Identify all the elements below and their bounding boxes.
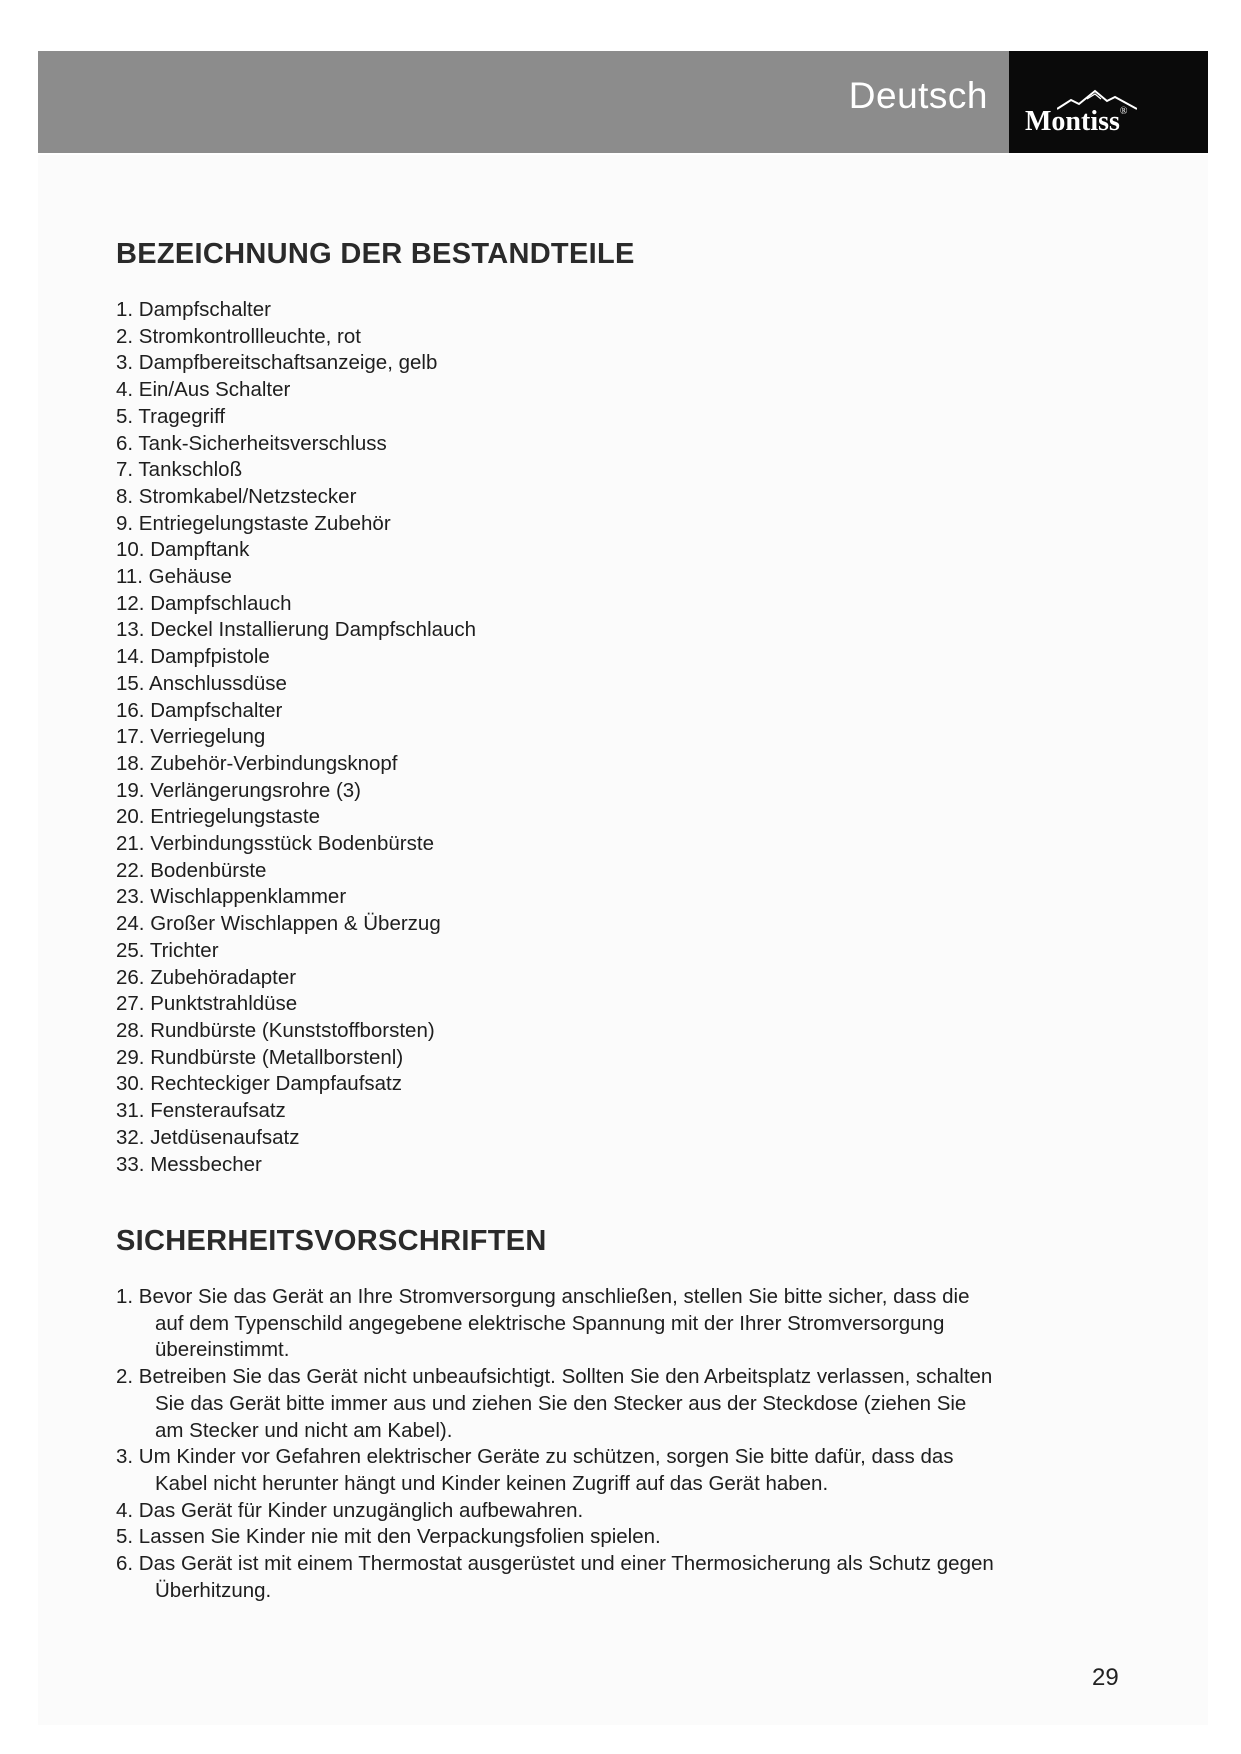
list-item: 10. Dampftank bbox=[116, 538, 250, 562]
registered-mark: ® bbox=[1119, 106, 1128, 117]
list-item: 24. Großer Wischlappen & Überzug bbox=[116, 912, 441, 936]
list-item: 1. Dampfschalter bbox=[116, 298, 271, 321]
list-item: 18. Zubehör-Verbindungsknopf bbox=[116, 751, 398, 775]
list-item: 19. Verlängerungsrohre (3) bbox=[116, 778, 362, 802]
list-item: 17. Verriegelung bbox=[116, 725, 266, 749]
list-item: 28. Rundbürste (Kunststoffborsten) bbox=[116, 1018, 435, 1042]
list-item: 15. Anschlussdüse bbox=[116, 671, 287, 695]
list-item: 12. Dampfschlauch bbox=[116, 591, 292, 615]
list-item: 6. Das Gerät ist mit einem Thermostat ausgerüstet und einer Thermosicherung als Schutz gegen Überhitzung. bbox=[116, 1552, 994, 1602]
list-item: 8. Stromkabel/Netzstecker bbox=[116, 484, 357, 508]
list-item: 3. Um Kinder vor Gefahren elektrischer Geräte zu schützen, sorgen Sie bitte dafür, dass das Kabel nicht herunter hängt und Kinder keinen Zugriff auf das Gerät haben. bbox=[116, 1445, 954, 1495]
list-item: 16. Dampfschalter bbox=[116, 698, 283, 722]
list-item: 13. Deckel Installierung Dampfschlauch bbox=[116, 618, 477, 642]
list-item: 20. Entriegelungstaste bbox=[116, 805, 320, 829]
list-item: 29. Rundbürste (Metallborstenl) bbox=[116, 1045, 404, 1069]
list-item: 21. Verbindungsstück Bodenbürste bbox=[116, 832, 434, 856]
list-item: 1. Bevor Sie das Gerät an Ihre Stromversorgung anschließen, stellen Sie bitte sicher, dass die auf dem Typenschild angegebene elektrische Spannung mit der Ihrer Stromversorgung übereinstimmt. bbox=[116, 1285, 970, 1362]
list-item: 6. Tank-Sicherheitsverschluss bbox=[116, 431, 387, 455]
list-item: 22. Bodenbürste bbox=[116, 858, 267, 882]
list-item: 14. Dampfpistole bbox=[116, 645, 270, 669]
list-item: 30. Rechteckiger Dampfaufsatz bbox=[116, 1072, 402, 1096]
list-item: 5. Tragegriff bbox=[116, 404, 226, 428]
language-label: Deutsch bbox=[848, 75, 988, 116]
safety-list bbox=[116, 1284, 996, 1604]
list-item: 7. Tankschloß bbox=[116, 458, 243, 482]
list-item: 33. Messbecher bbox=[116, 1152, 262, 1176]
list-item: 9. Entriegelungstaste Zubehör bbox=[116, 511, 391, 535]
safety-section-title: SICHERHEITSVORSCHRIFTEN bbox=[116, 1225, 547, 1257]
list-item: 25. Trichter bbox=[116, 938, 219, 962]
header-bar bbox=[38, 51, 1208, 153]
list-item: 2. Betreiben Sie das Gerät nicht unbeaufsichtigt. Sollten Sie den Arbeitsplatz verlassen, schalten Sie das Gerät bitte immer aus und ziehen Sie den Stecker aus der Steckdose (ziehen Sie am Stecker und nicht am Kabel). bbox=[116, 1365, 993, 1442]
list-item: 26. Zubehöradapter bbox=[116, 965, 297, 989]
list-item: 3. Dampfbereitschaftsanzeige, gelb bbox=[116, 351, 438, 375]
list-item: 5. Lassen Sie Kinder nie mit den Verpackungsfolien spielen. bbox=[116, 1525, 661, 1549]
list-item: 11. Gehäuse bbox=[116, 565, 232, 589]
parts-section-title: BEZEICHNUNG DER BESTANDTEILE bbox=[116, 238, 635, 270]
brand-wordmark: Montiss bbox=[1025, 106, 1120, 137]
brand-name bbox=[1025, 106, 1128, 138]
list-item: 4. Ein/Aus Schalter bbox=[116, 378, 291, 402]
list-item: 27. Punktstrahldüse bbox=[116, 992, 298, 1016]
brand-logo bbox=[1009, 51, 1208, 153]
list-item: 31. Fensteraufsatz bbox=[116, 1099, 286, 1123]
page-number: 29 bbox=[1092, 1664, 1119, 1691]
list-item: 2. Stromkontrollleuchte, rot bbox=[116, 324, 361, 348]
list-item: 32. Jetdüsenaufsatz bbox=[116, 1125, 300, 1149]
list-item: 4. Das Gerät für Kinder unzugänglich aufbewahren. bbox=[116, 1498, 584, 1522]
parts-list bbox=[116, 297, 476, 1178]
list-item: 23. Wischlappenklammer bbox=[116, 885, 347, 909]
